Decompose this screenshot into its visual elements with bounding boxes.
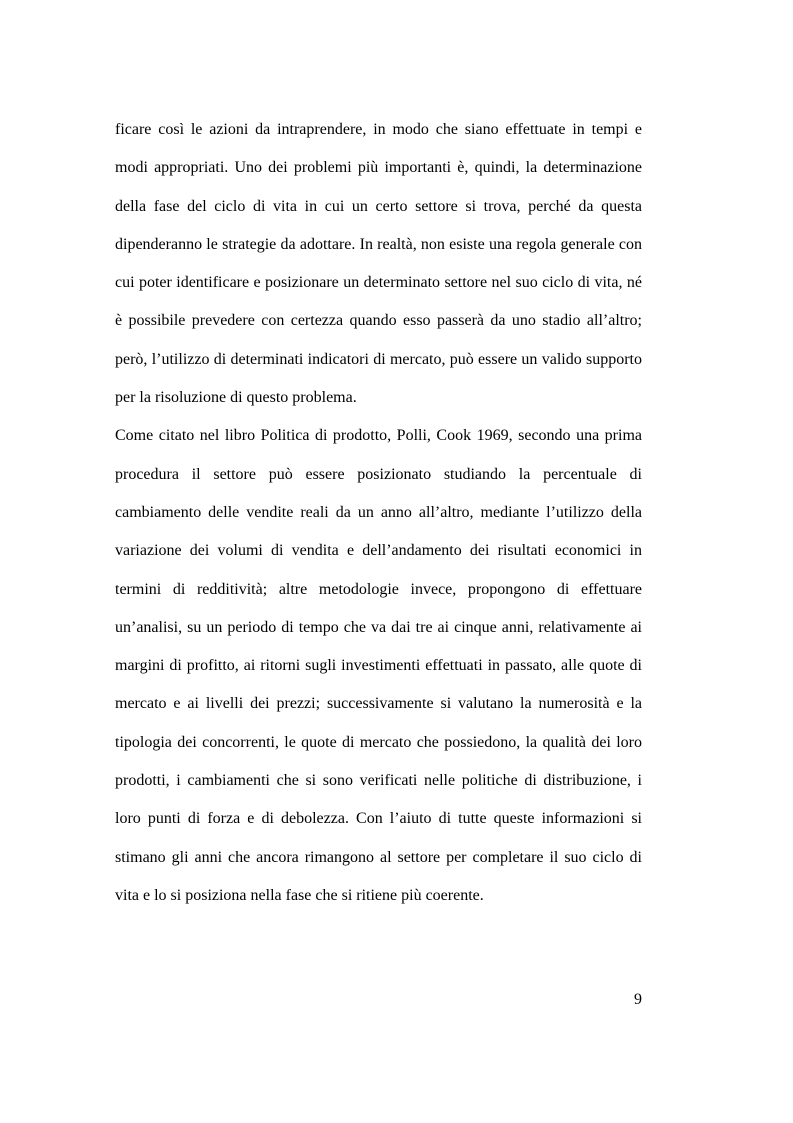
body-text: [115, 111, 642, 915]
paragraph-1: ficare così le azioni da intraprendere, in modo che siano effettuate in tempi e modi appropriati. Uno dei problemi più importanti è, quindi, la determinazione della fase del ciclo di vita in cui un certo settore si trova, perché da questa dipenderanno le strategie da adottare. In realtà, non esiste una regola generale con cui poter identificare e posizionare un determinato settore nel suo ciclo di vita, né è possibile prevedere con certezza quando esso passerà da uno stadio all’altro; però, l’utilizzo di determinati indicatori di mercato, può essere un valido supporto per la risoluzione di questo problema.: [115, 121, 642, 407]
paragraph-2: Come citato nel libro Politica di prodotto, Polli, Cook 1969, secondo una prima procedura il settore può essere posizionato studiando la percentuale di cambiamento delle vendite reali da un anno all’altro, mediante l’utilizzo della variazione dei volumi di vendita e dell’andamento dei risultati economici in termini di redditività; altre metodologie invece, propongono di effettuare un’analisi, su un periodo di tempo che va dai tre ai cinque anni, relativamente ai margini di profitto, ai ritorni sugli investimenti effettuati in passato, alle quote di mercato e ai livelli dei prezzi; successivamente si valutano la numerosità e la tipologia dei concorrenti, le quote di mercato che possiedono, la qualità dei loro prodotti, i cambiamenti che si sono verificati nelle politiche di distribuzione, i loro punti di forza e di debolezza. Con l’aiuto di tutte queste informazioni si stimano gli anni che ancora rimangono al settore per completare il suo ciclo di vita e lo si posiziona nella fase che si ritiene più coerente.: [115, 427, 642, 904]
page-number: 9: [634, 991, 642, 1008]
